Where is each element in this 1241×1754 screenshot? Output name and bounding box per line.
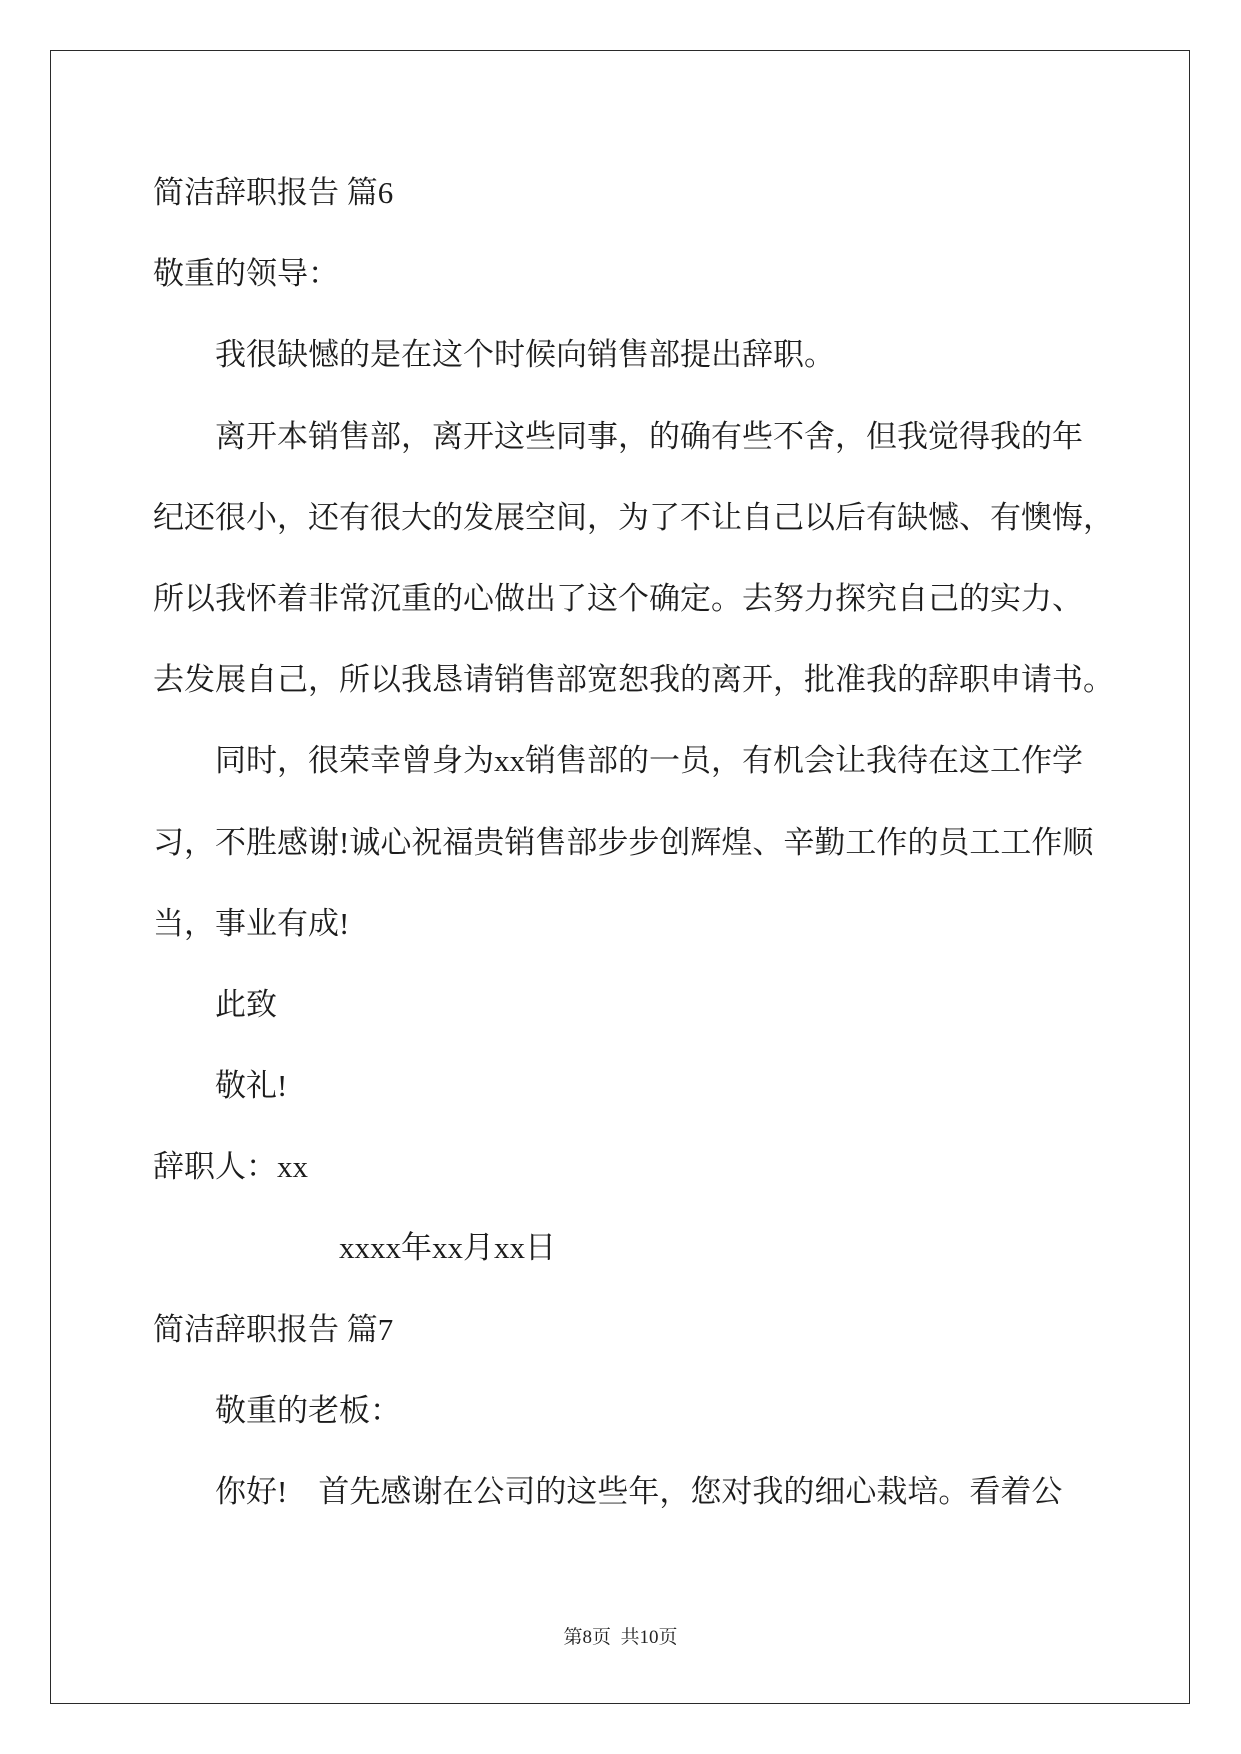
paragraph-line: 同时，很荣幸曾身为xx销售部的一员，有机会让我待在这工作学 bbox=[215, 743, 1083, 779]
paragraph-line: 所以我怀着非常沉重的心做出了这个确定。去努力探究自己的实力、 bbox=[153, 580, 1083, 616]
page-number: 第8页 共10页 bbox=[563, 1627, 678, 1648]
paragraph-line: 离开本销售部，离开这些同事，的确有些不舍，但我觉得我的年 bbox=[215, 418, 1083, 454]
paragraph bbox=[153, 1451, 1173, 1532]
resignation-letter-6 bbox=[153, 152, 1173, 1289]
salutation: 敬重的领导： bbox=[153, 256, 339, 292]
letter-heading: 简洁辞职报告 篇7 bbox=[153, 1311, 394, 1347]
signer: 辞职人：xx bbox=[153, 1149, 308, 1185]
paragraph-line: 去发展自己，所以我恳请销售部宽恕我的离开，批准我的辞职申请书。 bbox=[153, 662, 1114, 698]
paragraph-line: 我很缺憾的是在这个时候向销售部提出辞职。 bbox=[215, 337, 835, 373]
paragraph bbox=[153, 396, 1173, 721]
paragraph-line: 你好! 首先感谢在公司的这些年，您对我的细心栽培。看着公 bbox=[215, 1474, 1063, 1509]
letter-heading: 简洁辞职报告 篇6 bbox=[153, 175, 394, 210]
paragraph-line: 习，不胜感谢!诚心祝福贵销售部步步创辉煌、辛勤工作的员工工作顺 bbox=[153, 824, 1094, 860]
regards: 敬礼! bbox=[215, 1068, 288, 1104]
salutation: 敬重的老板： bbox=[215, 1392, 401, 1428]
date: xxxx年xx月xx日 bbox=[339, 1230, 556, 1266]
resignation-letter-7 bbox=[153, 1289, 1173, 1533]
paragraph bbox=[153, 314, 1173, 395]
paragraph-line: 当，事业有成! bbox=[153, 905, 350, 941]
document-body bbox=[153, 152, 1173, 1532]
closing: 此致 bbox=[215, 986, 277, 1022]
paragraph bbox=[153, 720, 1173, 964]
paragraph-line: 纪还很小，还有很大的发展空间，为了不让自己以后有缺憾、有懊悔， bbox=[153, 499, 1114, 535]
